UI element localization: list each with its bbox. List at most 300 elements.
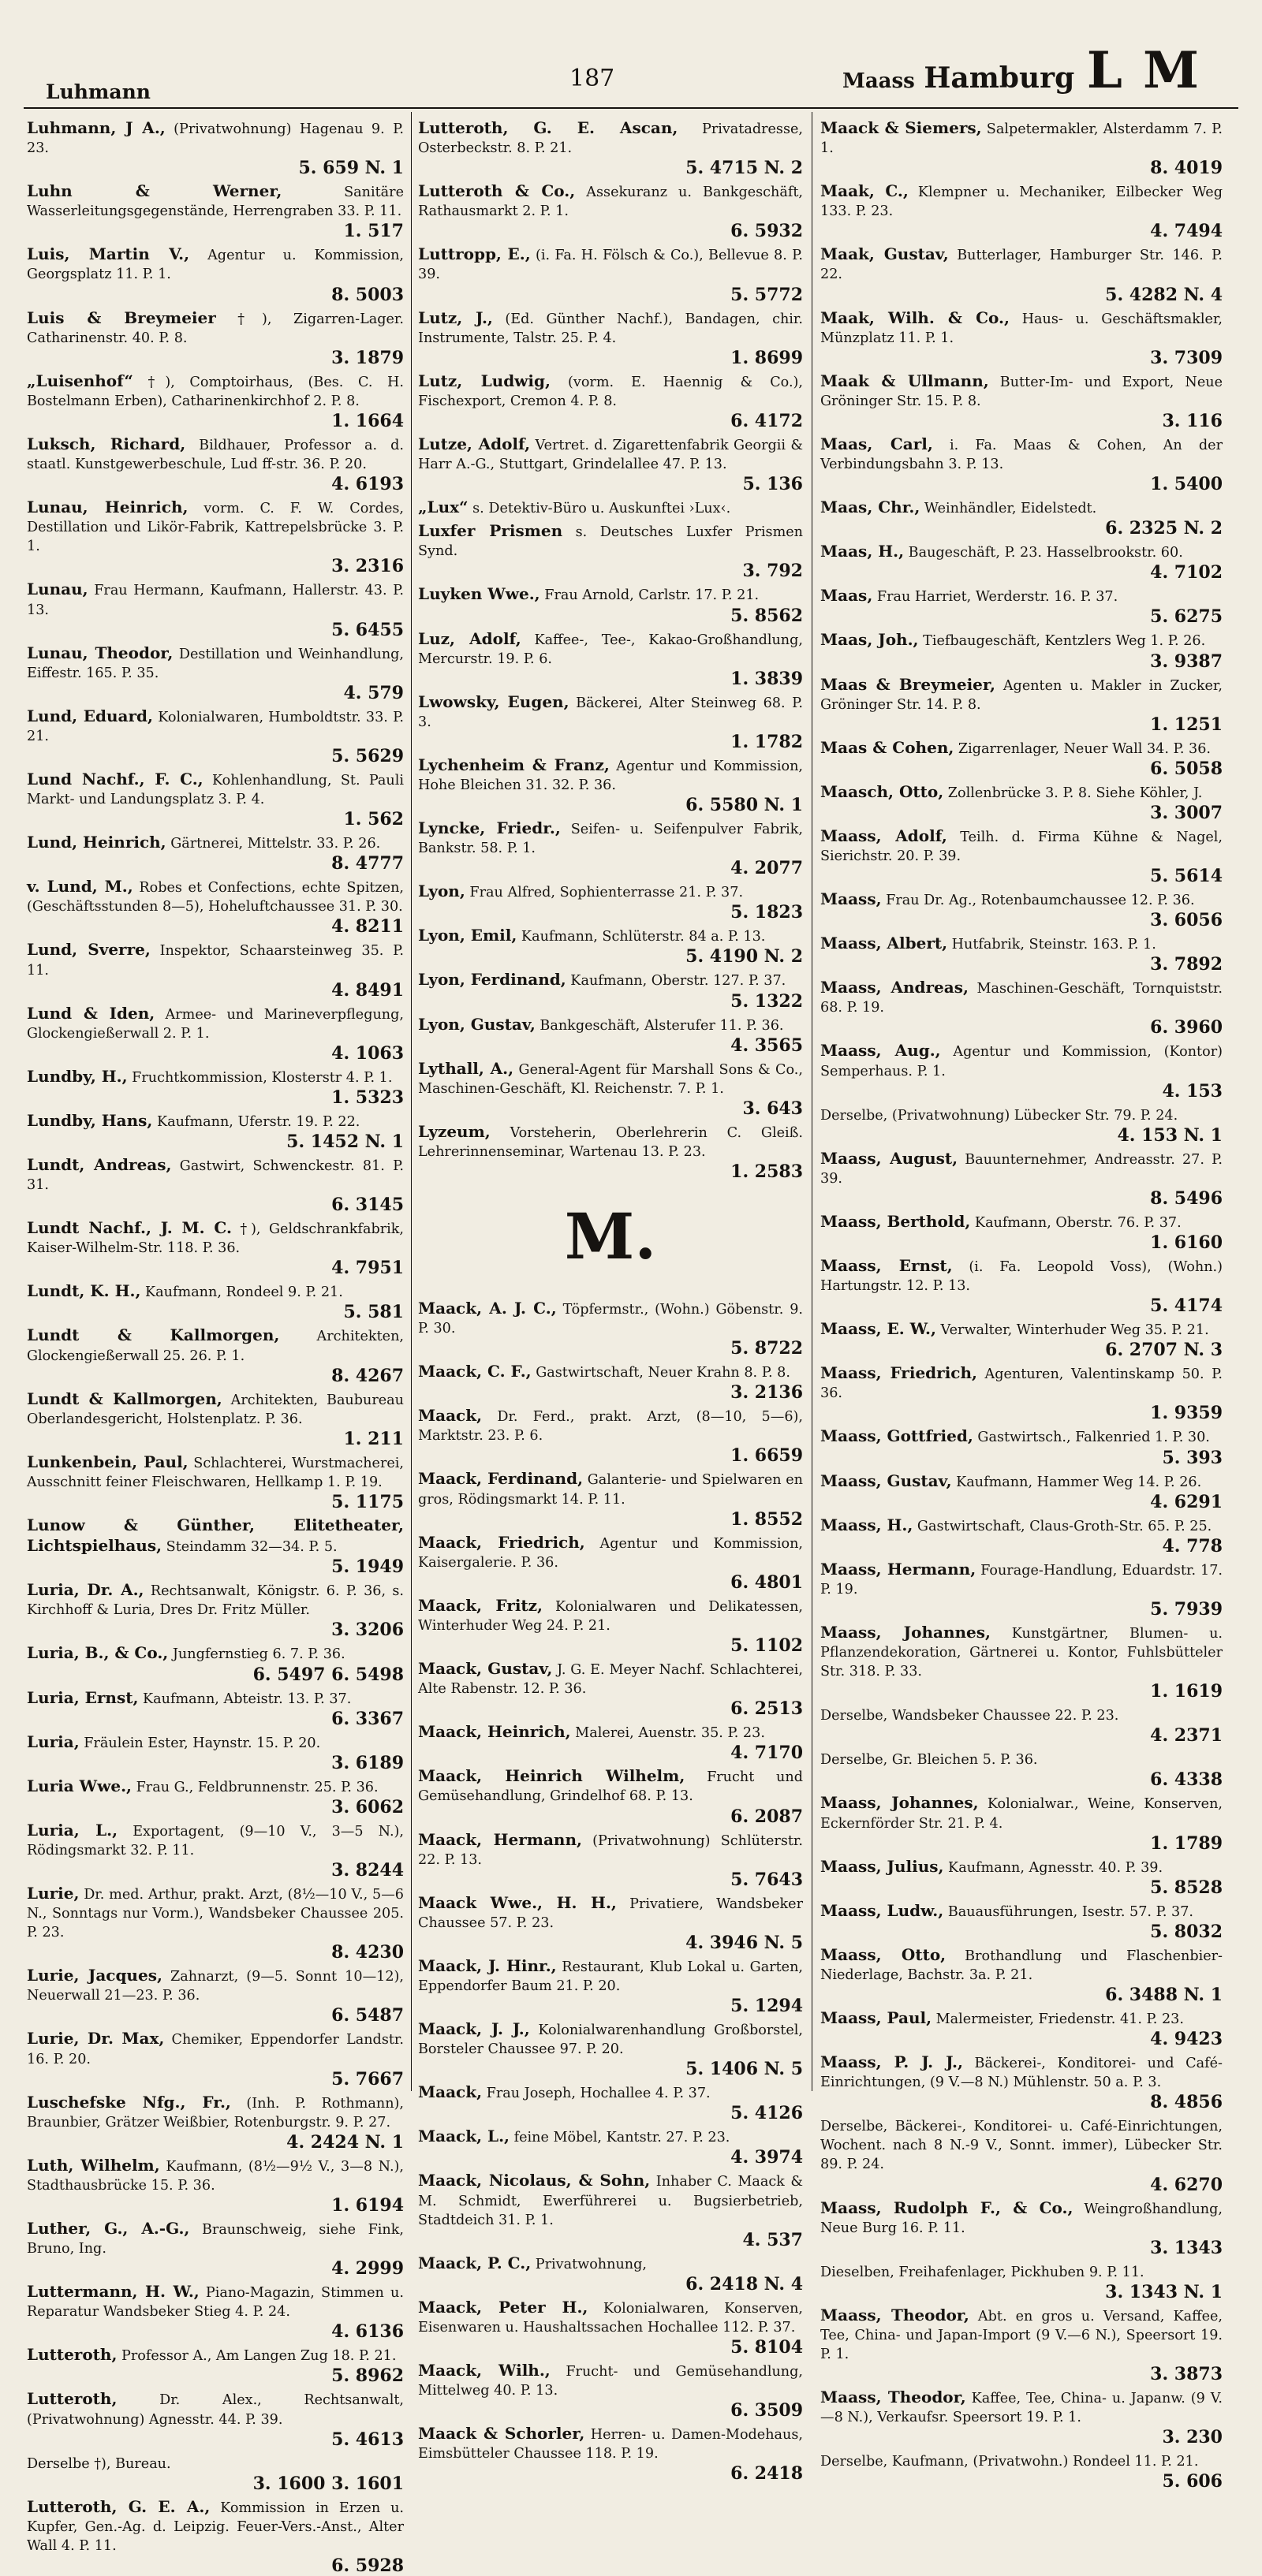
directory-entry — [418, 2424, 803, 2484]
entry-details: Rechtsanwalt, Königstr. 6. P. 36, s. Kirchhoff & Luria, Dres Dr. Fritz Müller. — [27, 1583, 404, 1619]
directory-entry — [820, 2052, 1223, 2112]
entry-phone: 8. 4230 — [331, 1942, 404, 1963]
directory-entry — [27, 1389, 404, 1449]
directory-entry — [418, 692, 803, 752]
entry-phone: 4. 7170 — [730, 1743, 803, 1764]
entry-phone: 5. 581 — [343, 1302, 404, 1323]
entry-details: Fräulein Ester, Haynstr. 15. P. 20. — [79, 1735, 321, 1751]
directory-entry — [418, 1956, 803, 2016]
entry-name: Maass, Theodor, — [820, 2305, 969, 2324]
entry-name: Maass, Gustav, — [820, 1471, 952, 1490]
directory-entry — [418, 1659, 803, 1719]
entry-name: Luth, Wilhelm, — [27, 2155, 160, 2175]
entry-name: „Lux“ — [418, 498, 469, 517]
entry-name: Lundt & Kallmorgen, — [27, 1325, 280, 1345]
directory-entry — [27, 434, 404, 494]
entry-details: Inspektor, Schaarsteinweg 35. P. 11. — [27, 943, 405, 979]
directory-entry — [418, 2361, 803, 2421]
directory-entry — [820, 1426, 1223, 1467]
entry-name: Maass, E. W., — [820, 1319, 936, 1339]
entry-name: Lund, Heinrich, — [27, 833, 166, 852]
entry-name: Maas, — [820, 586, 873, 606]
directory-entry — [418, 434, 803, 494]
directory-entry — [820, 586, 1223, 627]
directory-entry — [27, 244, 404, 304]
entry-details: Baugeschäft, P. 23. Hasselbrookstr. 60. — [904, 545, 1183, 561]
entry-phone: 6. 5497 6. 5498 — [252, 1664, 404, 1685]
directory-entry — [27, 498, 404, 576]
entry-phone: 3. 9387 — [1150, 651, 1223, 672]
entry-details: Malerei, Auenstr. 35. P. 23. — [570, 1725, 765, 1742]
entry-name: Luhn & Werner, — [27, 181, 282, 201]
entry-details: Agentur und Kommission, (Kontor) Semperhaus. P. 1. — [820, 1044, 1223, 1079]
entry-details: Maschinen-Geschäft, Tornquiststr. 68. P. 19. — [820, 981, 1223, 1016]
entry-name: Lunau, Theodor, — [27, 643, 174, 662]
directory-entry — [27, 833, 404, 874]
entry-details: Dieselben, Freihafenlager, Pickhuben 9. P. 11. — [820, 2264, 1144, 2280]
directory-entry — [820, 2198, 1223, 2258]
entry-name: Lyon, Emil, — [418, 926, 517, 945]
entry-details: Kaufmann, Uferstr. 19. P. 22. — [152, 1113, 360, 1130]
entry-details: Destillation und Weinhandlung, Eiffestr. 165. P. 35. — [27, 646, 404, 681]
directory-entry — [820, 1149, 1223, 1209]
directory-entry — [820, 738, 1223, 779]
entry-details: Chemiker, Eppendorfer Landstr. 16. P. 20. — [27, 2032, 404, 2067]
entry-phone: 1. 8552 — [730, 1508, 803, 1530]
entry-name: Maack, L., — [418, 2127, 510, 2146]
entry-phone: 4. 2371 — [1150, 1725, 1223, 1747]
entry-details: Kaffee-, Tee-, Kakao-Großhandlung, Mercurstr. 19. P. 6. — [418, 632, 803, 667]
entry-phone: 6. 2087 — [730, 1806, 803, 1827]
entry-phone: 5. 5614 — [1150, 866, 1223, 887]
entry-phone: 1. 1251 — [1150, 714, 1223, 735]
entry-details: Salpetermakler, Alsterdamm 7. P. 1. — [820, 121, 1223, 157]
entry-details: Frau Dr. Ag., Rotenbaumchaussee 12. P. 36. — [881, 893, 1195, 909]
directory-entry — [418, 308, 803, 368]
entry-phone: 5. 4126 — [730, 2103, 803, 2124]
entry-details: Kolonialwarenhandlung Großborstel, Borsteler Chaussee 97. P. 20. — [418, 2022, 803, 2058]
entry-phone: 5. 4190 N. 2 — [685, 946, 803, 967]
entry-details: Bäckerei-, Konditorei- und Café-Einrichtungen, (9 V.—8 N.) Mühlenstr. 50 a. P. 3. — [820, 2056, 1223, 2091]
directory-entry — [27, 2093, 404, 2153]
column-1 — [27, 118, 405, 2576]
entry-phone: 5. 1949 — [331, 1556, 404, 1578]
entry-name: Lutteroth, — [27, 2389, 118, 2409]
entry-phone: 3. 3007 — [1150, 802, 1223, 823]
entry-details: Haus- u. Geschäftsmakler, Münzplatz 11. P. 1. — [820, 311, 1223, 346]
entry-phone: 3. 3206 — [331, 1620, 404, 1641]
entry-details: Gastwirtsch., Falkenried 1. P. 30. — [973, 1430, 1210, 1446]
directory-entry — [418, 2127, 803, 2168]
entry-name: Lutteroth, — [27, 2345, 118, 2365]
directory-entry — [27, 371, 404, 431]
entry-details: Frau Joseph, Hochallee 4. P. 37. — [482, 2086, 711, 2102]
running-head-left: Luhmann — [46, 80, 151, 103]
entry-name: Lunau, Heinrich, — [27, 498, 189, 517]
directory-entry — [820, 181, 1223, 241]
entry-name: Luis & Breymeier — [27, 308, 216, 327]
directory-entry — [418, 1122, 803, 1182]
entry-phone: 5. 606 — [1162, 2471, 1223, 2492]
entry-name: Maas & Cohen, — [820, 737, 954, 757]
entry-phone: 5. 393 — [1162, 1447, 1223, 1468]
column-3 — [820, 118, 1223, 2492]
entry-name: Maack, Fritz, — [418, 1595, 543, 1615]
directory-entry — [820, 1793, 1223, 1853]
entry-details: (i. Fa. Leopold Voss), (Wohn.) Hartungstr. 12. P. 13. — [820, 1259, 1223, 1295]
entry-name: Maak, Wilh. & Co., — [820, 308, 1010, 327]
entry-details: Derselbe, Kaufmann, (Privatwohn.) Rondeel 11. P. 21. — [820, 2454, 1199, 2470]
entry-phone: 8. 4777 — [331, 853, 404, 874]
directory-entry — [418, 118, 803, 178]
entry-details: Seifen- u. Seifenpulver Fabrik, Bankstr. 58. P. 1. — [418, 822, 803, 857]
entry-name: Lutteroth, G. E. A., — [27, 2496, 211, 2516]
entry-phone: 1. 5323 — [331, 1087, 404, 1108]
entry-phone: 1. 211 — [343, 1428, 404, 1449]
entry-name: Lundt, K. H., — [27, 1281, 141, 1301]
directory-entry — [418, 755, 803, 815]
directory-entry — [820, 1560, 1223, 1620]
entry-name: Lwowsky, Eugen, — [418, 692, 569, 711]
entry-name: Maack, Heinrich Wilhelm, — [418, 1766, 685, 1786]
entry-name: Lyon, — [418, 882, 465, 901]
entry-phone: 6. 5928 — [331, 2555, 404, 2576]
entry-phone: 3. 8244 — [331, 1859, 404, 1881]
entry-phone: 5. 8104 — [730, 2337, 803, 2358]
directory-entry — [820, 1901, 1223, 1942]
entry-name: Luria, B., & Co., — [27, 1643, 169, 1663]
entry-details: Vorsteherin, Oberlehrerin C. Gleiß. Lehrerinnenseminar, Wartenau 13. P. 23. — [418, 1124, 803, 1160]
directory-entry — [27, 580, 404, 639]
entry-name: Maack, Peter H., — [418, 2297, 588, 2317]
entry-phone: 3. 2316 — [331, 556, 404, 577]
entry-name: Lurie, — [27, 1883, 80, 1903]
directory-entry — [418, 970, 803, 1011]
entry-phone: 5. 1175 — [331, 1492, 404, 1513]
column-2-bottom — [418, 1299, 803, 2484]
entry-name: Maas, Joh., — [820, 630, 919, 650]
directory-entry — [27, 1732, 404, 1773]
directory-entry — [820, 434, 1223, 494]
entry-details: Töpfermstr., (Wohn.) Göbenstr. 9. P. 30. — [418, 1302, 803, 1337]
entry-phone: 4. 7102 — [1150, 562, 1223, 583]
entry-details: Vertret. d. Zigarettenfabrik Georgii & Harr A.-G., Stuttgart, Grindelallee 47. P. 13. — [418, 437, 804, 473]
entry-details: Kaufmann, Oberstr. 76. P. 37. — [970, 1214, 1182, 1231]
entry-details: Dr. med. Arthur, prakt. Arzt, (8½—10 V., 5—6 N., Sonntags nur Vorm.), Wandsbeker Chaussee 205. P. 23. — [27, 1886, 404, 1941]
directory-entry — [418, 2254, 803, 2295]
directory-entry — [27, 2156, 404, 2216]
entry-details: Kaufmann, Rondeel 9. P. 21. — [140, 1284, 343, 1301]
directory-entry — [820, 1105, 1223, 1146]
entry-name: Maass, Johannes, — [820, 1622, 991, 1642]
entry-name: Maas & Breymeier, — [820, 674, 995, 694]
entry-phone: 5. 1294 — [730, 1996, 803, 2017]
entry-details: Schlachterei, Wurstmacherei, Ausschnitt feiner Fleischwaren, Hellkamp 1. P. 19. — [27, 1455, 404, 1490]
directory-entry — [27, 1067, 404, 1108]
directory-entry — [820, 542, 1223, 583]
directory-entry — [820, 630, 1223, 671]
directory-entry — [820, 2116, 1223, 2194]
entry-details: Privatiere, Wandsbeker Chaussee 57. P. 23. — [418, 1896, 803, 1931]
entry-phone: 5. 7643 — [730, 1869, 803, 1890]
entry-details: Agentur u. Kommission, Georgsplatz 11. P. 1. — [27, 248, 404, 283]
directory-entry — [418, 244, 803, 304]
entry-details: Frau Harriet, Werderstr. 16. P. 37. — [872, 589, 1118, 606]
directory-entry — [418, 1015, 803, 1056]
directory-entry — [27, 1515, 404, 1577]
directory-entry — [27, 1688, 404, 1729]
directory-entry — [418, 629, 803, 689]
directory-entry — [820, 2261, 1223, 2302]
entry-phone: 5. 4282 N. 4 — [1105, 284, 1223, 305]
entry-name: Luria, Ernst, — [27, 1687, 139, 1707]
entry-phone: 3. 230 — [1162, 2427, 1223, 2448]
entry-name: Maak, Gustav, — [820, 244, 949, 264]
entry-details: Bildhauer, Professor a. d. staatl. Kunstgewerbeschule, Lud ff-str. 36. P. 20. — [27, 437, 404, 473]
entry-details: Verwalter, Winterhuder Weg 35. P. 21. — [935, 1322, 1209, 1339]
entry-name: Maass, Albert, — [820, 934, 948, 953]
entry-details: Kolonialwaren, Konserven, Eisenwaren u. Haushaltssachen Hochallee 112. P. 37. — [418, 2300, 803, 2336]
entry-details: Braunschweig, siehe Fink, Bruno, Ing. — [27, 2222, 404, 2257]
directory-entry — [418, 1469, 803, 1529]
entry-phone: 3. 1343 — [1150, 2237, 1223, 2258]
entry-phone: 1. 1619 — [1150, 1681, 1223, 1702]
entry-phone: 4. 778 — [1162, 1535, 1223, 1556]
entry-phone: 3. 6056 — [1150, 910, 1223, 931]
entry-phone: 4. 9423 — [1150, 2029, 1223, 2050]
entry-details: Kolonialwar., Weine, Konserven, Eckernförder Str. 21. P. 4. — [820, 1796, 1223, 1832]
entry-details: Privatwohnung, — [531, 2256, 647, 2272]
entry-name: Luis, Martin V., — [27, 244, 190, 264]
entry-details: Exportagent, (9—10 V., 3—5 N.), Rödingsmarkt 32. P. 11. — [27, 1823, 404, 1858]
entry-name: Lutze, Adolf, — [418, 434, 531, 453]
entry-phone: 4. 3565 — [730, 1035, 803, 1056]
entry-details: Frau Arnold, Carlstr. 17. P. 21. — [540, 587, 760, 604]
entry-phone: 6. 3367 — [331, 1708, 404, 1729]
directory-entry — [418, 521, 803, 581]
entry-details: Derselbe, Gr. Bleichen 5. P. 36. — [820, 1752, 1038, 1769]
entry-details: Gastwirtschaft, Claus-Groth-Str. 65. P. 25. — [913, 1518, 1212, 1534]
entry-details: †), Comptoirhaus, (Bes. C. H. Bostelmann Erben), Catharinenkirchhof 2. P. 8. — [27, 374, 404, 409]
entry-details: Gastwirtschaft, Neuer Krahn 8. P. 8. — [531, 1365, 790, 1381]
directory-entry — [418, 1406, 803, 1466]
entry-details: Brothandlung und Flaschenbier-Niederlage, Bachstr. 3a. P. 21. — [820, 1948, 1223, 1983]
directory-entry — [418, 882, 803, 923]
entry-details: Fourage-Handlung, Eduardstr. 17. P. 19. — [820, 1562, 1223, 1597]
entry-name: Luz, Adolf, — [418, 628, 521, 648]
entry-name: Lutz, Ludwig, — [418, 371, 551, 390]
entry-name: Maack, Heinrich, — [418, 1722, 571, 1742]
running-head-city: Hamburg — [924, 62, 1075, 95]
entry-name: Maass, Johannes, — [820, 1793, 979, 1813]
entry-details: Butter-Im- und Export, Neue Gröninger Str. 15. P. 8. — [820, 374, 1223, 409]
entry-details: Frucht- und Gemüsehandlung, Mittelweg 40. P. 13. — [418, 2364, 803, 2399]
entry-details: Sanitäre Wasserleitungsgegenstände, Herrengraben 33. P. 11. — [27, 185, 404, 220]
entry-name: Luschefske Nfg., Fr., — [27, 2092, 231, 2112]
entry-name: Maass, Hermann, — [820, 1559, 976, 1579]
directory-entry — [418, 926, 803, 967]
entry-details: Architekten, Baubureau Oberlandesgericht, Holstenplatz. P. 36. — [27, 1392, 404, 1427]
directory-entry — [820, 1749, 1223, 1790]
entry-phone: 4. 6270 — [1150, 2174, 1223, 2195]
entry-phone: 6. 2707 N. 3 — [1105, 1340, 1223, 1361]
entry-name: Maas, Chr., — [820, 498, 920, 517]
entry-details: Kolonialwaren und Delikatessen, Winterhuder Weg 24. P. 21. — [418, 1598, 803, 1634]
entry-name: Maasch, Otto, — [820, 781, 944, 801]
directory-entry — [27, 308, 404, 368]
entry-phone: 8. 5003 — [331, 284, 404, 305]
directory-entry — [418, 1766, 803, 1826]
directory-entry — [820, 498, 1223, 539]
entry-phone: 5. 8562 — [730, 605, 803, 626]
entry-details: Architekten, Glockengießerwall 25. 26. P. 1. — [27, 1329, 404, 1364]
directory-entry — [27, 2497, 404, 2576]
entry-phone: 3. 1343 N. 1 — [1105, 2281, 1223, 2302]
entry-phone: 6. 3509 — [730, 2400, 803, 2421]
directory-entry — [820, 1319, 1223, 1360]
entry-details: Kaufmann, Hammer Weg 14. P. 26. — [951, 1474, 1202, 1490]
entry-phone: 1. 3839 — [730, 668, 803, 689]
entry-phone: 1. 1789 — [1150, 1832, 1223, 1854]
entry-phone: 6. 3145 — [331, 1195, 404, 1216]
entry-name: Maak, C., — [820, 181, 909, 201]
entry-phone: 1. 5400 — [1150, 474, 1223, 495]
entry-name: v. Lund, M., — [27, 877, 133, 897]
entry-details: vorm. C. F. W. Cordes, Destillation und Likör-Fabrik, Kattrepelsbrücke 3. P. 1. — [27, 501, 404, 555]
entry-phone: 4. 6291 — [1150, 1491, 1223, 1512]
entry-name: Lurie, Jacques, — [27, 1966, 162, 1985]
directory-entry — [418, 818, 803, 878]
entry-phone: 6. 5580 N. 1 — [685, 795, 803, 816]
directory-entry — [820, 1363, 1223, 1423]
entry-phone: 5. 4613 — [331, 2429, 404, 2450]
entry-details: †), Zigarren-Lager. Catharinenstr. 40. P. 8. — [27, 311, 404, 346]
directory-entry — [27, 1218, 404, 1278]
entry-details: Derselbe, Bäckerei-, Konditorei- u. Café-Einrichtungen, Wochent. nach 8 N.-9 V., Sonnt. immer), Lübecker Str. 89. P. 24. — [820, 2119, 1223, 2173]
directory-entry — [820, 308, 1223, 368]
entry-details: Frau Hermann, Kaufmann, Hallerstr. 43. P. 13. — [27, 583, 404, 618]
entry-phone: 1. 517 — [343, 221, 404, 242]
entry-name: Luksch, Richard, — [27, 434, 186, 453]
entry-name: Lyncke, Friedr., — [418, 818, 561, 838]
entry-phone: 4. 2424 N. 1 — [286, 2131, 404, 2153]
entry-name: Maass, Julius, — [820, 1856, 944, 1876]
entry-phone: 1. 2583 — [730, 1161, 803, 1182]
running-head-letters: L M — [1086, 41, 1200, 100]
entry-name: Lutteroth, G. E. Ascan, — [418, 118, 678, 137]
entry-phone: 5. 1102 — [730, 1635, 803, 1657]
entry-name: Maack, Hermann, — [418, 1829, 582, 1849]
entry-name: Maack, Nicolaus, & Sohn, — [418, 2171, 651, 2190]
entry-phone: 4. 6136 — [331, 2321, 404, 2343]
entry-phone: 5. 8528 — [1150, 1877, 1223, 1898]
entry-details: (Privatwohnung) Schlüterstr. 22. P. 13. — [418, 1832, 803, 1868]
entry-name: Lundby, H., — [27, 1066, 128, 1086]
directory-entry — [27, 2389, 404, 2449]
entry-phone: 6. 5932 — [730, 221, 803, 242]
entry-details: Herren- u. Damen-Modehaus, Eimsbütteler Chaussee 118. P. 19. — [418, 2427, 803, 2462]
entry-details: (Ed. Günther Nachf.), Bandagen, chir. Instrumente, Talstr. 25. P. 4. — [418, 311, 803, 346]
entry-details: (vorm. E. Haennig & Co.), Fischexport, Cremon 4. P. 8. — [418, 374, 804, 409]
entry-phone: 4. 3946 N. 5 — [685, 1932, 803, 1953]
directory-entry — [418, 1299, 803, 1359]
entry-details: Weingroßhandlung, Neue Burg 16. P. 11. — [820, 2201, 1223, 2236]
entry-details: Gärtnerei, Mittelstr. 33. P. 26. — [166, 836, 381, 852]
entry-phone: 4. 579 — [343, 682, 404, 703]
directory-entry — [820, 2008, 1223, 2049]
entry-details: Zahnarzt, (9—5. Sonnt 10—12), Neuerwall 21—23. P. 36. — [27, 1969, 405, 2004]
entry-phone: 3. 643 — [742, 1098, 803, 1119]
entry-details: Agentur und Kommission, Hohe Bleichen 31. 32. P. 36. — [418, 758, 803, 793]
entry-details: Frau Alfred, Sophienterrasse 21. P. 37. — [465, 885, 744, 901]
entry-phone: 3. 7892 — [1150, 954, 1223, 975]
entry-name: Lunkenbein, Paul, — [27, 1452, 189, 1471]
entry-name: Lutteroth & Co., — [418, 181, 576, 201]
entry-details: Robes et Confections, echte Spitzen, (Geschäftsstunden 8—5), Hoheluftchaussee 31. P. 30. — [27, 880, 405, 915]
entry-details: Bäckerei, Alter Steinweg 68. P. 3. — [418, 695, 803, 730]
entry-details: s. Deutsches Luxfer Prismen Synd. — [418, 524, 803, 560]
section-letter: M. — [564, 1199, 657, 1273]
column-divider-1 — [411, 112, 412, 2091]
entry-phone: 5. 659 N. 1 — [298, 158, 404, 179]
entry-name: Maack, Friedrich, — [418, 1532, 585, 1552]
entry-phone: 6. 2418 N. 4 — [685, 2273, 803, 2295]
entry-name: Maack, A. J. C., — [418, 1299, 557, 1318]
entry-name: Luttermann, H. W., — [27, 2282, 200, 2302]
entry-phone: 3. 6189 — [331, 1752, 404, 1773]
directory-entry — [820, 2388, 1223, 2447]
entry-details: Zigarrenlager, Neuer Wall 34. P. 36. — [954, 740, 1211, 757]
entry-details: Gastwirt, Schwenckestr. 81. P. 31. — [27, 1158, 404, 1194]
entry-details: Kolonialwaren, Humboldtstr. 33. P. 21. — [27, 709, 404, 744]
directory-entry — [820, 782, 1223, 823]
entry-name: Lund, Eduard, — [27, 706, 153, 725]
directory-entry — [27, 643, 404, 703]
entry-name: Maass, P. J. J., — [820, 2052, 963, 2072]
entry-details: Frucht und Gemüsehandlung, Grindelhof 68. P. 13. — [418, 1769, 803, 1805]
entry-phone: 6. 5058 — [1150, 758, 1223, 779]
entry-phone: 4. 1063 — [331, 1042, 404, 1064]
directory-entry — [820, 1471, 1223, 1512]
directory-entry — [820, 978, 1223, 1038]
entry-phone: 5. 7939 — [1150, 1598, 1223, 1620]
directory-entry — [27, 1821, 404, 1881]
directory-entry — [27, 1155, 404, 1215]
entry-name: Maass, Ludw., — [820, 1900, 944, 1920]
entry-phone: 3. 2136 — [730, 1382, 803, 1404]
entry-phone: 5. 6455 — [331, 619, 404, 640]
directory-entry — [820, 826, 1223, 886]
entry-details: Agentur und Kommission, Kaisergalerie. P. 36. — [418, 1535, 804, 1571]
entry-phone: 5. 8962 — [331, 2365, 404, 2387]
entry-name: Maas, Carl, — [820, 434, 933, 453]
entry-details: Kaufmann, (8½—9½ V., 3—8 N.), Stadthausbrücke 15. P. 36. — [27, 2158, 404, 2194]
entry-name: Lyzeum, — [418, 1121, 491, 1141]
directory-entry — [27, 2219, 404, 2279]
entry-details: Privatadresse, Osterbeckstr. 8. P. 21. — [418, 121, 803, 157]
entry-name: Lundt Nachf., J. M. C. — [27, 1218, 232, 1238]
entry-details: Kohlenhandlung, St. Pauli Markt- und Landungsplatz 3. P. 4. — [27, 772, 405, 808]
entry-phone: 8. 4267 — [331, 1365, 404, 1386]
entry-details: Bankgeschäft, Alsterufer 11. P. 36. — [535, 1017, 784, 1034]
entry-phone: 5. 4174 — [1150, 1295, 1223, 1317]
directory-entry — [27, 1111, 404, 1152]
entry-name: Luxfer Prismen — [418, 521, 563, 541]
directory-entry — [418, 1830, 803, 1890]
entry-details: Weinhändler, Eidelstedt. — [920, 501, 1097, 517]
entry-phone: 8. 4019 — [1150, 158, 1223, 179]
entry-phone: 5. 4715 N. 2 — [685, 158, 803, 179]
